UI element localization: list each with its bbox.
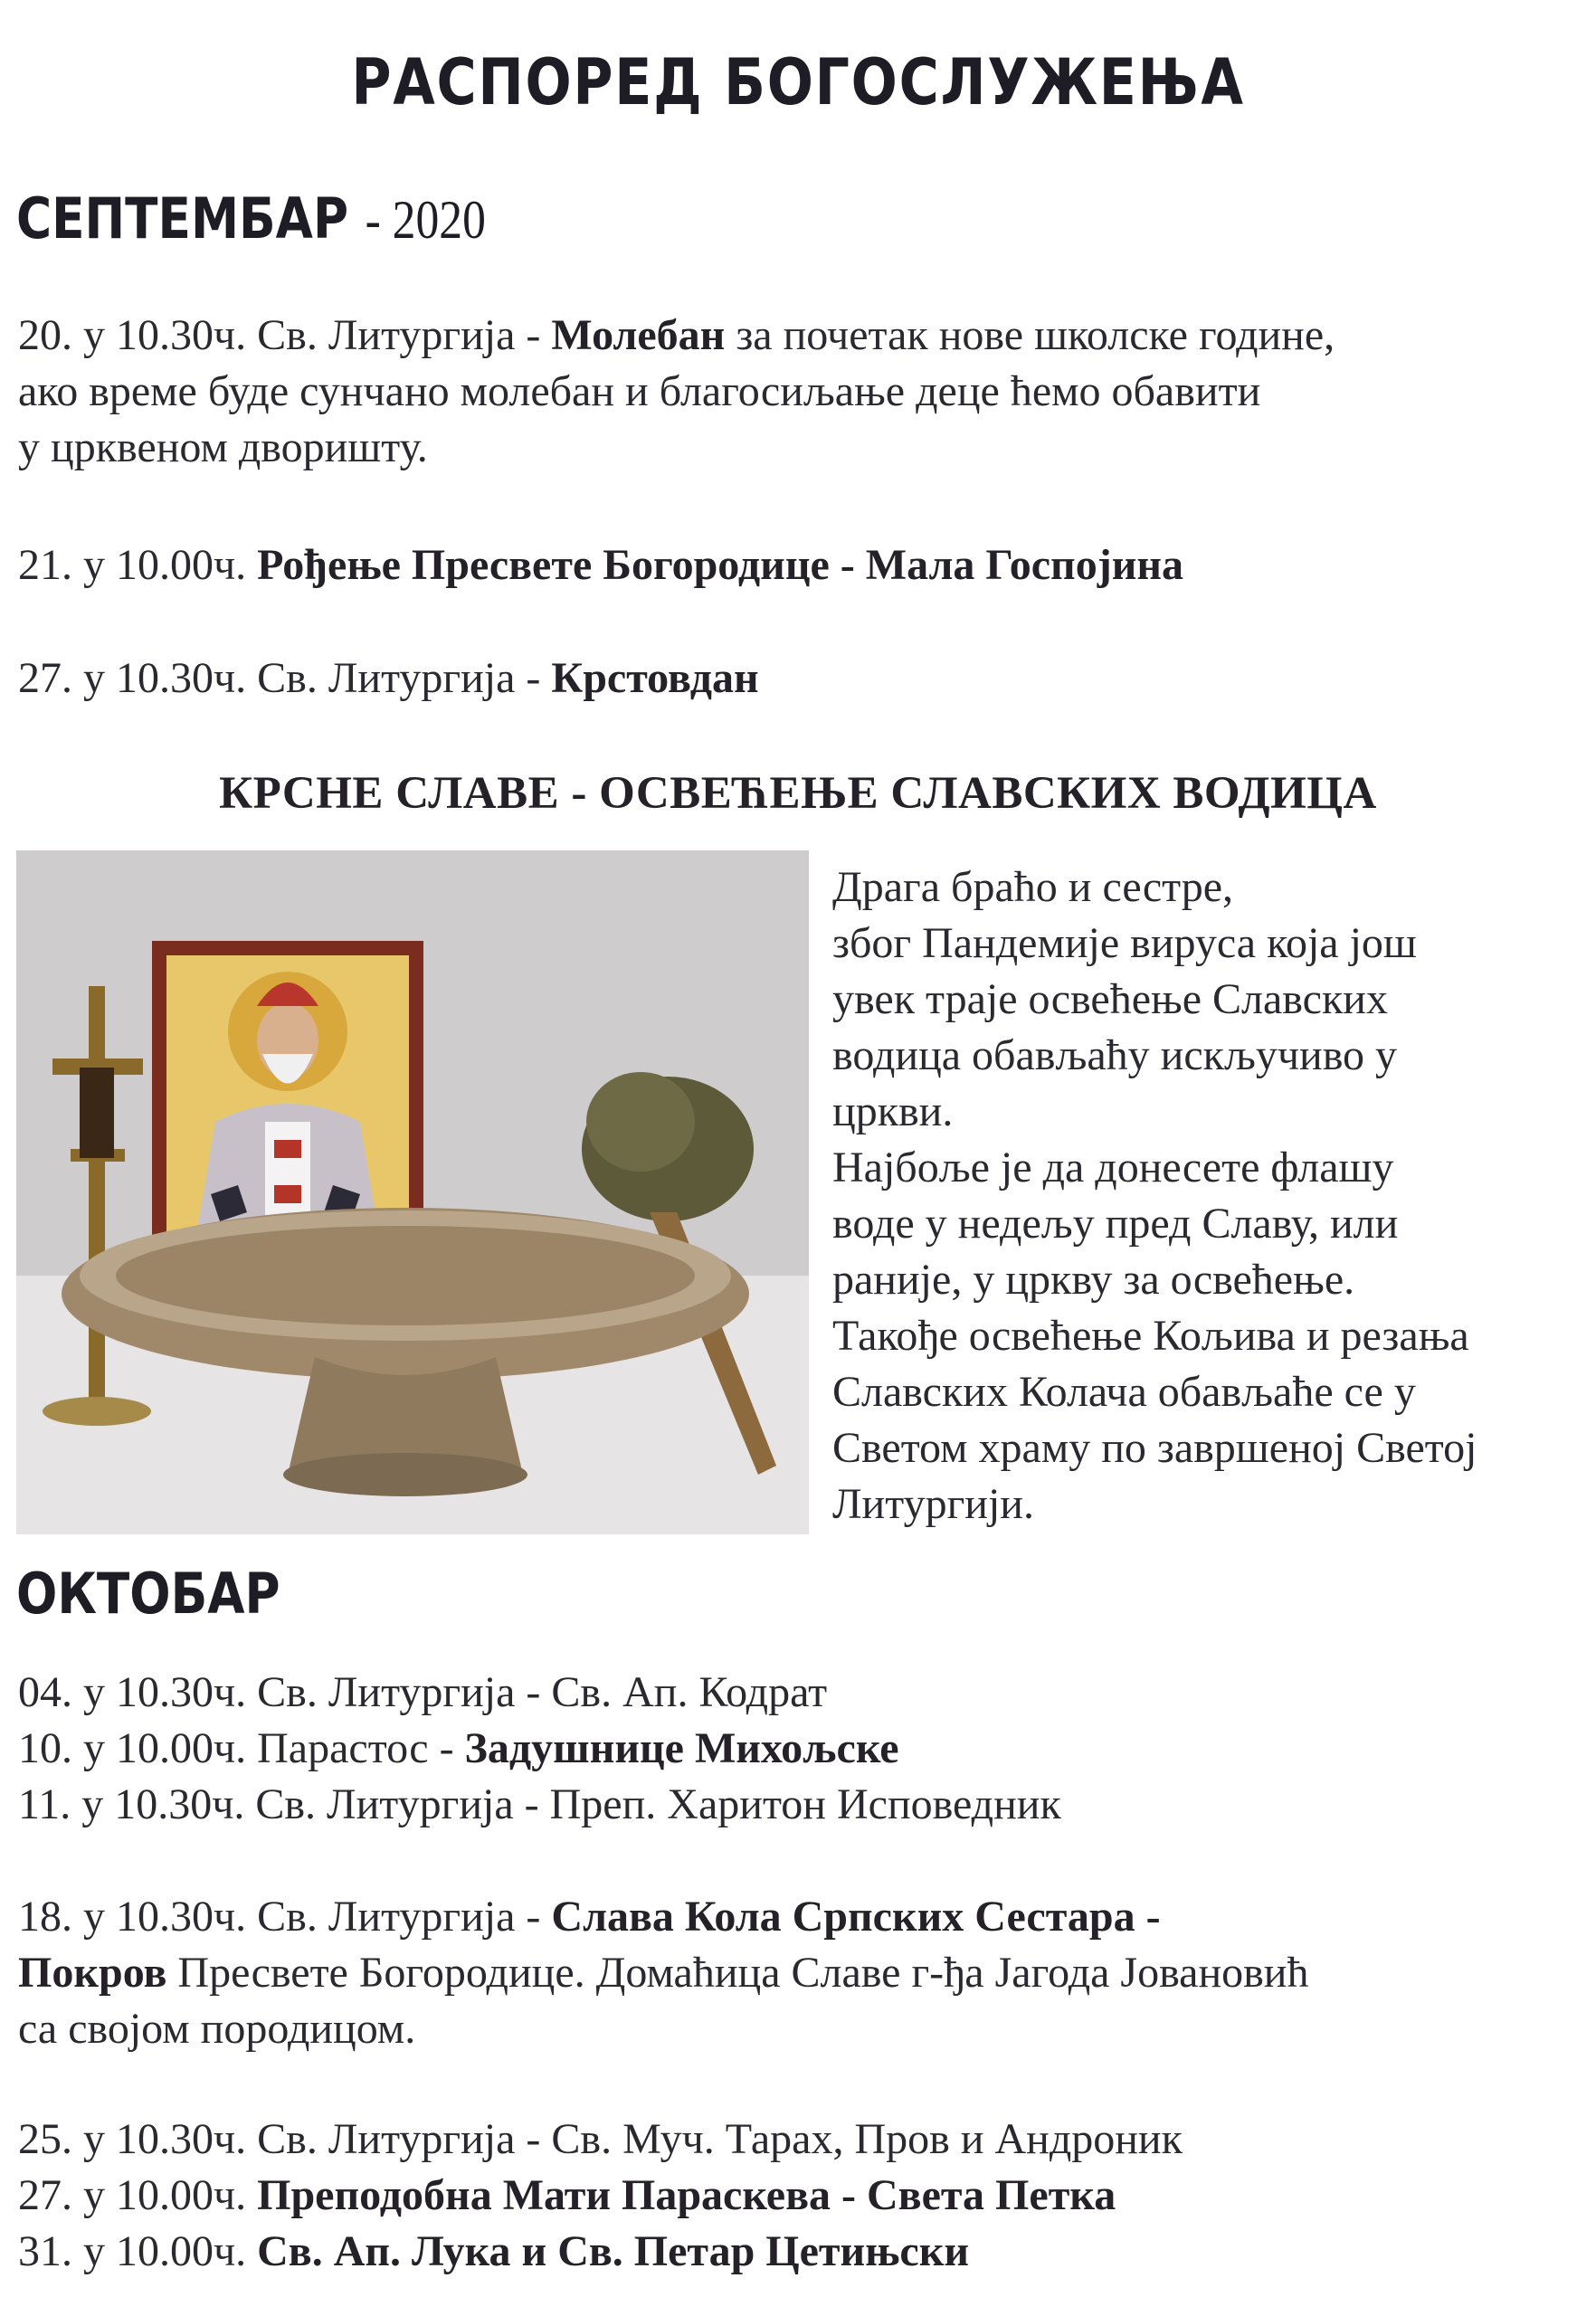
paragraph-line: Литургији. [832,1480,1034,1528]
entry-text: 20. у 10.30ч. Св. Литургија - [18,311,552,359]
paragraph-line: Такође освећење Кољива и резања [832,1312,1469,1360]
entry-text: Пресвете Богородице. Домаћица Славе г-ђа Јагода Јовановић [166,1949,1309,1997]
october-entry-10 [18,1721,1583,1777]
paragraph-line: раније, у цркву за освећење. [832,1256,1355,1304]
entry-text: за почетак нове школске године, [725,311,1335,359]
paragraph-line: водица обављаћу искључиво у [832,1031,1398,1079]
october-entry-11 [18,1777,1583,1833]
slave-paragraph [832,859,1583,1533]
october-heading: ОКТОБАР [16,1561,280,1627]
september-heading [16,185,486,252]
october-entry-31 [18,2224,1583,2280]
entry-text: 04. у 10.30ч. Св. Литургија - Св. Ап. Кодрат [18,1668,828,1716]
slave-heading: КРСНЕ СЛАВЕ - ОСВЕЋЕЊЕ СЛАВСКИХ ВОДИЦА [219,768,1377,819]
entry-text: 27. у 10.30ч. Св. Литургија - [18,654,552,702]
paragraph-line: Славских Колача обављаће се у [832,1368,1416,1416]
october-entry-25 [18,2112,1583,2168]
entry-text: 10. у 10.00ч. Парастос - [18,1724,465,1772]
entry-bold-text: Св. Ап. Лука и Св. Петар Цетињски [257,2227,970,2275]
entry-text: у црквеном дворишту. [18,423,428,471]
entry-text: 18. у 10.30ч. Св. Литургија - [18,1893,552,1941]
october-entry-04 [18,1665,1583,1721]
september-month: СЕПТЕМБАР [16,185,349,252]
october-entry-27 [18,2168,1583,2224]
paragraph-line: воде у недељу пред Славу, или [832,1200,1399,1248]
entry-text: са својом породицом. [18,2005,416,2053]
entry-bold-text: Задушнице Михољске [464,1724,899,1772]
paragraph-line: Драга браћо и сестре, [832,863,1234,911]
paragraph-line: Светом храму по завршеној Светој [832,1424,1477,1472]
entry-bold-text: Крстовдан [551,654,759,702]
paragraph-line: због Пандемије вируса која још [832,919,1417,967]
entry-text: 11. у 10.30ч. Св. Литургија - Преп. Харитон Исповедник [18,1780,1061,1828]
entry-bold-text: Молебан [551,311,726,359]
september-year: - 2020 [365,190,486,250]
entry-text: 27. у 10.00ч. [18,2171,258,2219]
entry-bold-text: Преподобна Мати Параскева - Света Петка [257,2171,1116,2219]
entry-text: ако време буде сунчано молебан и благосиљање деце ћемо обавити [18,367,1261,415]
page-title: РАСПОРЕД БОГОСЛУЖЕЊА [351,45,1245,119]
october-entry-18 [18,1889,1583,2057]
september-entry-21 [18,537,1583,593]
september-entry-20 [18,308,1583,476]
entry-bold-text: Слава Кола Српских Сестара - [551,1893,1161,1941]
entry-bold-text: Рођење Пресвете Богородице - Мала Госпојина [257,541,1184,589]
paragraph-line: Најбоље је да донесете флашу [832,1144,1394,1191]
icon-and-bowl-photo [16,850,809,1534]
paragraph-line: цркви. [832,1087,954,1135]
entry-text: 25. у 10.30ч. Св. Литургија - Св. Муч. Тарах, Пров и Андроник [18,2115,1183,2163]
paragraph-line: увек траје освећење Славских [832,975,1388,1023]
entry-bold-text: Покров [18,1949,167,1997]
september-entry-27 [18,650,1583,707]
entry-text: 21. у 10.00ч. [18,541,258,589]
entry-text: 31. у 10.00ч. [18,2227,258,2275]
